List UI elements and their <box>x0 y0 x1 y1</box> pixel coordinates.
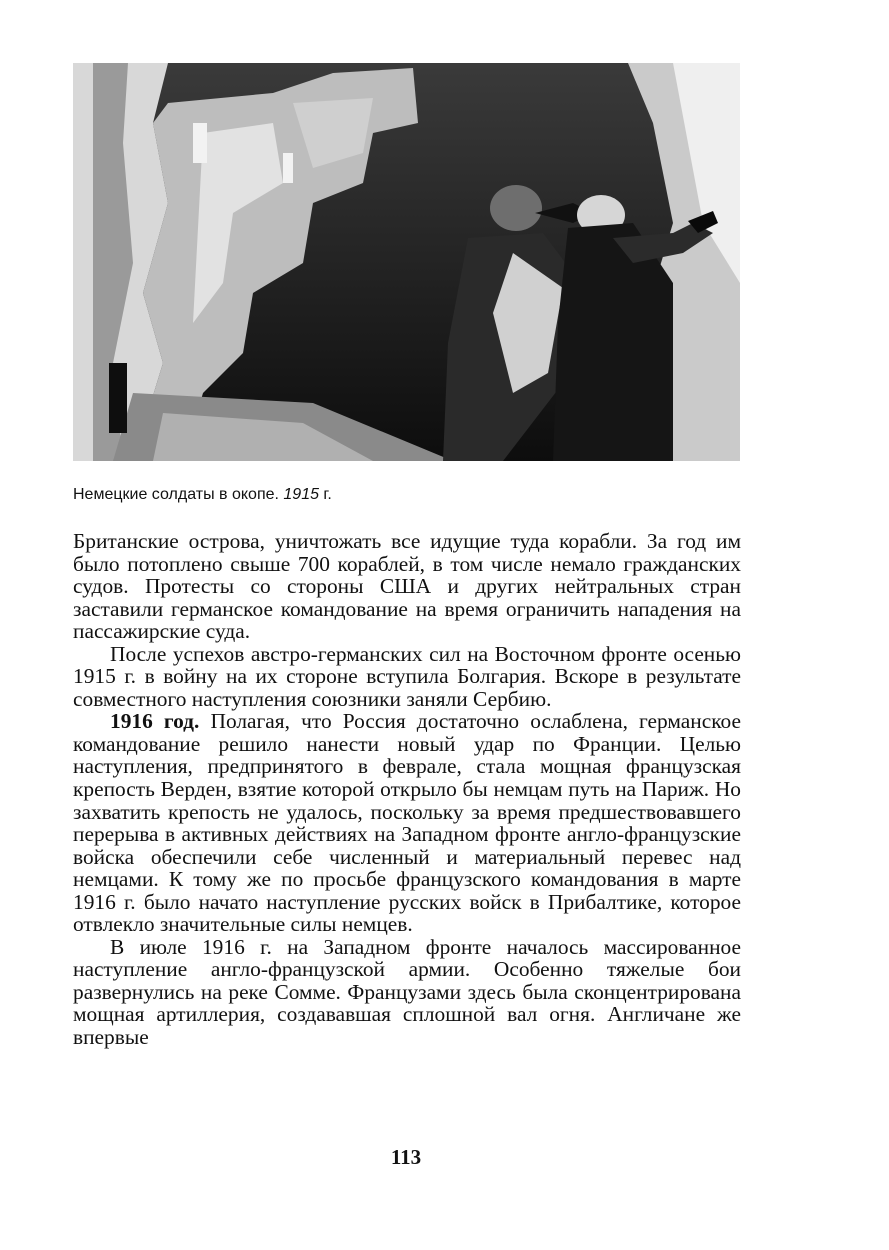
caption-year: 1915 <box>283 486 319 503</box>
paragraph-4 <box>73 936 741 1049</box>
caption-suffix: г. <box>318 486 332 503</box>
paragraph-2 <box>73 643 741 711</box>
paragraph-1 <box>73 530 741 643</box>
photo-illustration <box>73 63 740 461</box>
photo-caption <box>73 486 332 504</box>
page-number: 113 <box>390 1145 422 1169</box>
paragraph-1-text: Британские острова, уничтожать все идущие туда корабли. За год им было потоплено свыше 700 кораблей, в том числе немало гражданских судов. Протесты со стороны США и других нейтральных стран заставили германское командование на время ограничить нападения на пассажирские суда. <box>73 529 741 644</box>
body-text <box>73 530 741 1049</box>
paragraph-2-text: После успехов австро-германских сил на Восточном фронте осенью 1915 г. в войну на их стороне вступила Болгария. Вскоре в результате совместного наступления союзники заняли Сербию. <box>73 641 741 711</box>
paragraph-3-lead: 1916 год. <box>110 709 200 734</box>
paragraph-4-text: В июле 1916 г. на Западном фронте началось массированное наступление англо-французской армии. Особенно тяжелые бои развернулись на реке Сомме. Французами здесь была сконцентрирована мощная артиллерия, создававшая сплошной вал огня. Англичане же впервые <box>73 934 741 1050</box>
paragraph-3-text: Полагая, что Россия достаточно ослаблена, германское командование решило нанести новый удар по Франции. Целью наступления, предпринятого в феврале, стала мощная французская крепость Верден, взятие которой открыло бы немцам путь на Париж. Но захватить крепость не удалось, поскольку за время предшествовавшего перерыва в активных действиях на Западном фронте англо-французские войска обеспечили себе численный и материальный перевес над немцами. К тому же по просьбе французского командования в марте 1916 г. было начато наступление русских войск в Прибалтике, которое отвлекло значительные силы немцев. <box>73 709 741 937</box>
trench-soldiers-photo <box>73 63 740 461</box>
caption-text: Немецкие солдаты в окопе. <box>73 486 284 503</box>
paragraph-3 <box>73 710 741 935</box>
